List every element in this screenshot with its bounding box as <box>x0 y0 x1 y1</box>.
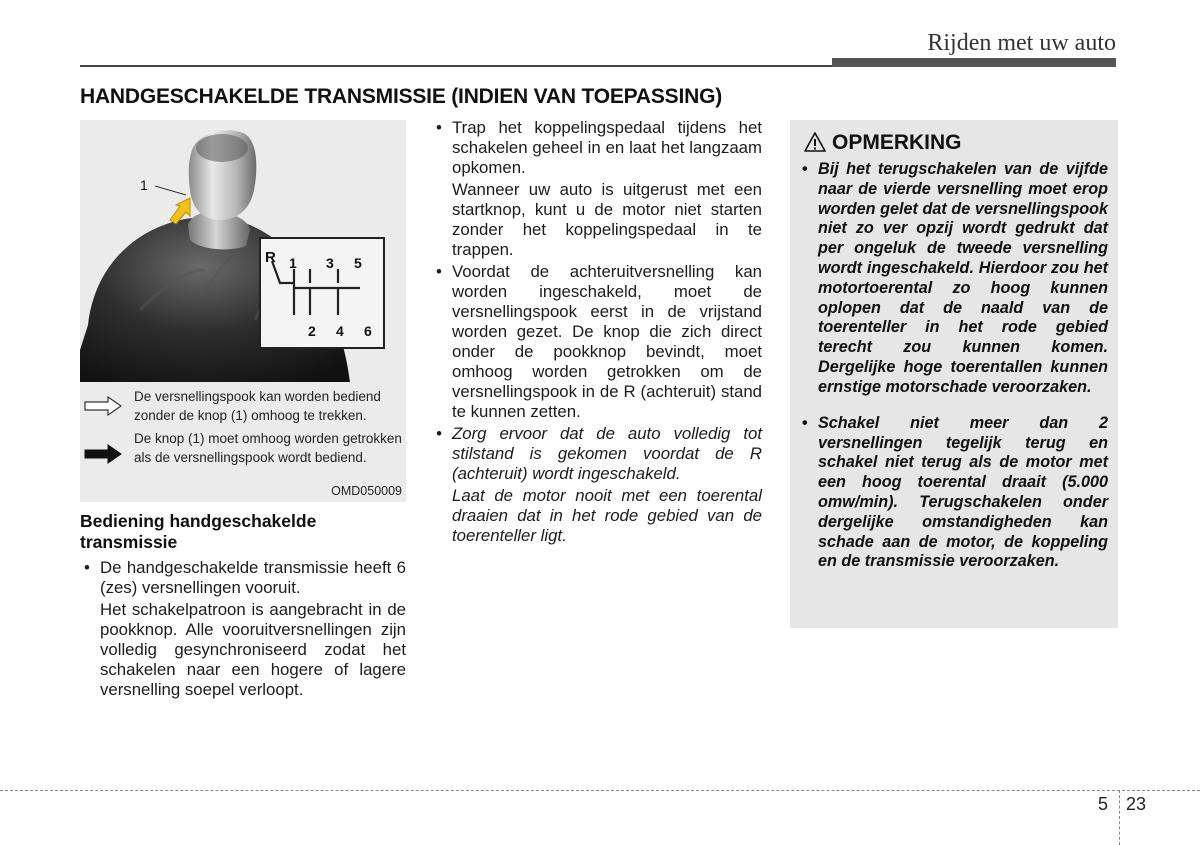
bullet-item: • Voordat de achteruitversnelling kan worden ingeschakeld, moet de versnellingspook eerst in de vrijstand worden gezet. De knop die zich direct onder de pookknop bevindt, moet omhoog worden getrokken om de versnellingspook in de R (achteruit) stand te kunnen zetten. <box>432 262 762 422</box>
note-title <box>804 130 962 156</box>
gear-shift-photo <box>80 120 406 382</box>
outline-arrow-icon <box>84 396 122 416</box>
shift-label-4: 4 <box>336 323 344 339</box>
footer-rule <box>0 790 1200 791</box>
page-number: 23 <box>1126 794 1147 814</box>
bullet-item: • Zorg ervoor dat de auto volledig tot stilstand is gekomen voordat de R (achteruit) wordt ingeschakeld. <box>432 424 762 484</box>
note-item: • Bij het terugschakelen van de vijfde naar de vierde versnelling moet erop worden gelet dat de versnellingspook niet zo ver opzij wordt gedrukt dat per ongeluk de tweede versnelling wordt ingeschakeld. Hierdoor zou het motortoerental zo hoog kunnen oplopen dat de naald van de toerenteller in het rode gebied terecht zou kunnen komen. Dergelijke hoge toerentallen kunnen ernstige motorschade veroorzaken. <box>800 160 1108 398</box>
shift-label-r: R <box>265 249 276 266</box>
subheading: Bediening handgeschakelde transmissie <box>80 511 317 552</box>
header-rule-accent <box>832 58 1116 67</box>
legend-text: De versnellingspook kan worden bediend zonder de knop (1) omhoog te trekken. <box>134 389 381 423</box>
middle-column <box>432 118 762 546</box>
bullet-followup: Laat de motor nooit met een toerental draaien dat in het rode gebied van de toerenteller ligt. <box>452 486 762 545</box>
bullet-item: • Trap het koppelingspedaal tijdens het schakelen geheel in en laat het langzaam opkomen. <box>432 118 762 178</box>
section-title: Rijden met uw auto <box>927 30 1116 56</box>
gear-shift-figure <box>80 120 406 502</box>
shift-label-1: 1 <box>289 255 297 271</box>
note-item: • Schakel niet meer dan 2 versnellingen tegelijk terug en schakel niet terug als de motor met een hoog toerental draait (5.000 omw/min). Terugschakelen onder dergelijke omstandigheden kan schade aan de motor, de koppeling en de transmissie veroorzaken. <box>800 414 1108 572</box>
left-column <box>80 511 406 700</box>
shift-label-6: 6 <box>364 323 372 339</box>
note-box <box>790 120 1118 628</box>
chapter-number: 5 <box>1098 794 1109 814</box>
callout-label: 1 <box>140 177 148 193</box>
warning-icon <box>804 132 826 152</box>
solid-arrow-icon <box>84 444 122 464</box>
shift-label-3: 3 <box>326 255 334 271</box>
legend-text: De knop (1) moet omhoog worden getrokken als de versnellingspook wordt bediend. <box>134 431 402 465</box>
note-title-text: OPMERKING <box>832 131 962 154</box>
figure-code: OMD050009 <box>331 484 402 498</box>
note-list <box>800 160 1108 575</box>
shift-label-5: 5 <box>354 255 362 271</box>
bullet-item: • De handgeschakelde transmissie heeft 6 (zes) versnellingen vooruit. <box>80 558 406 598</box>
shift-pattern-diagram <box>260 238 384 348</box>
shift-label-2: 2 <box>308 323 316 339</box>
main-heading: HANDGESCHAKELDE TRANSMISSIE (INDIEN VAN TOEPASSING) <box>80 85 723 108</box>
page-divider <box>1119 790 1120 845</box>
bullet-followup: Het schakelpatroon is aangebracht in de pookknop. Alle vooruitversnellingen zijn volledig gesynchroniseerd zodat het schakelen naar een hogere of lagere versnelling soepel verloopt. <box>100 600 406 699</box>
bullet-followup: Wanneer uw auto is uitgerust met een startknop, kunt u de motor niet starten zonder het koppelingspedaal in te trappen. <box>452 180 762 259</box>
